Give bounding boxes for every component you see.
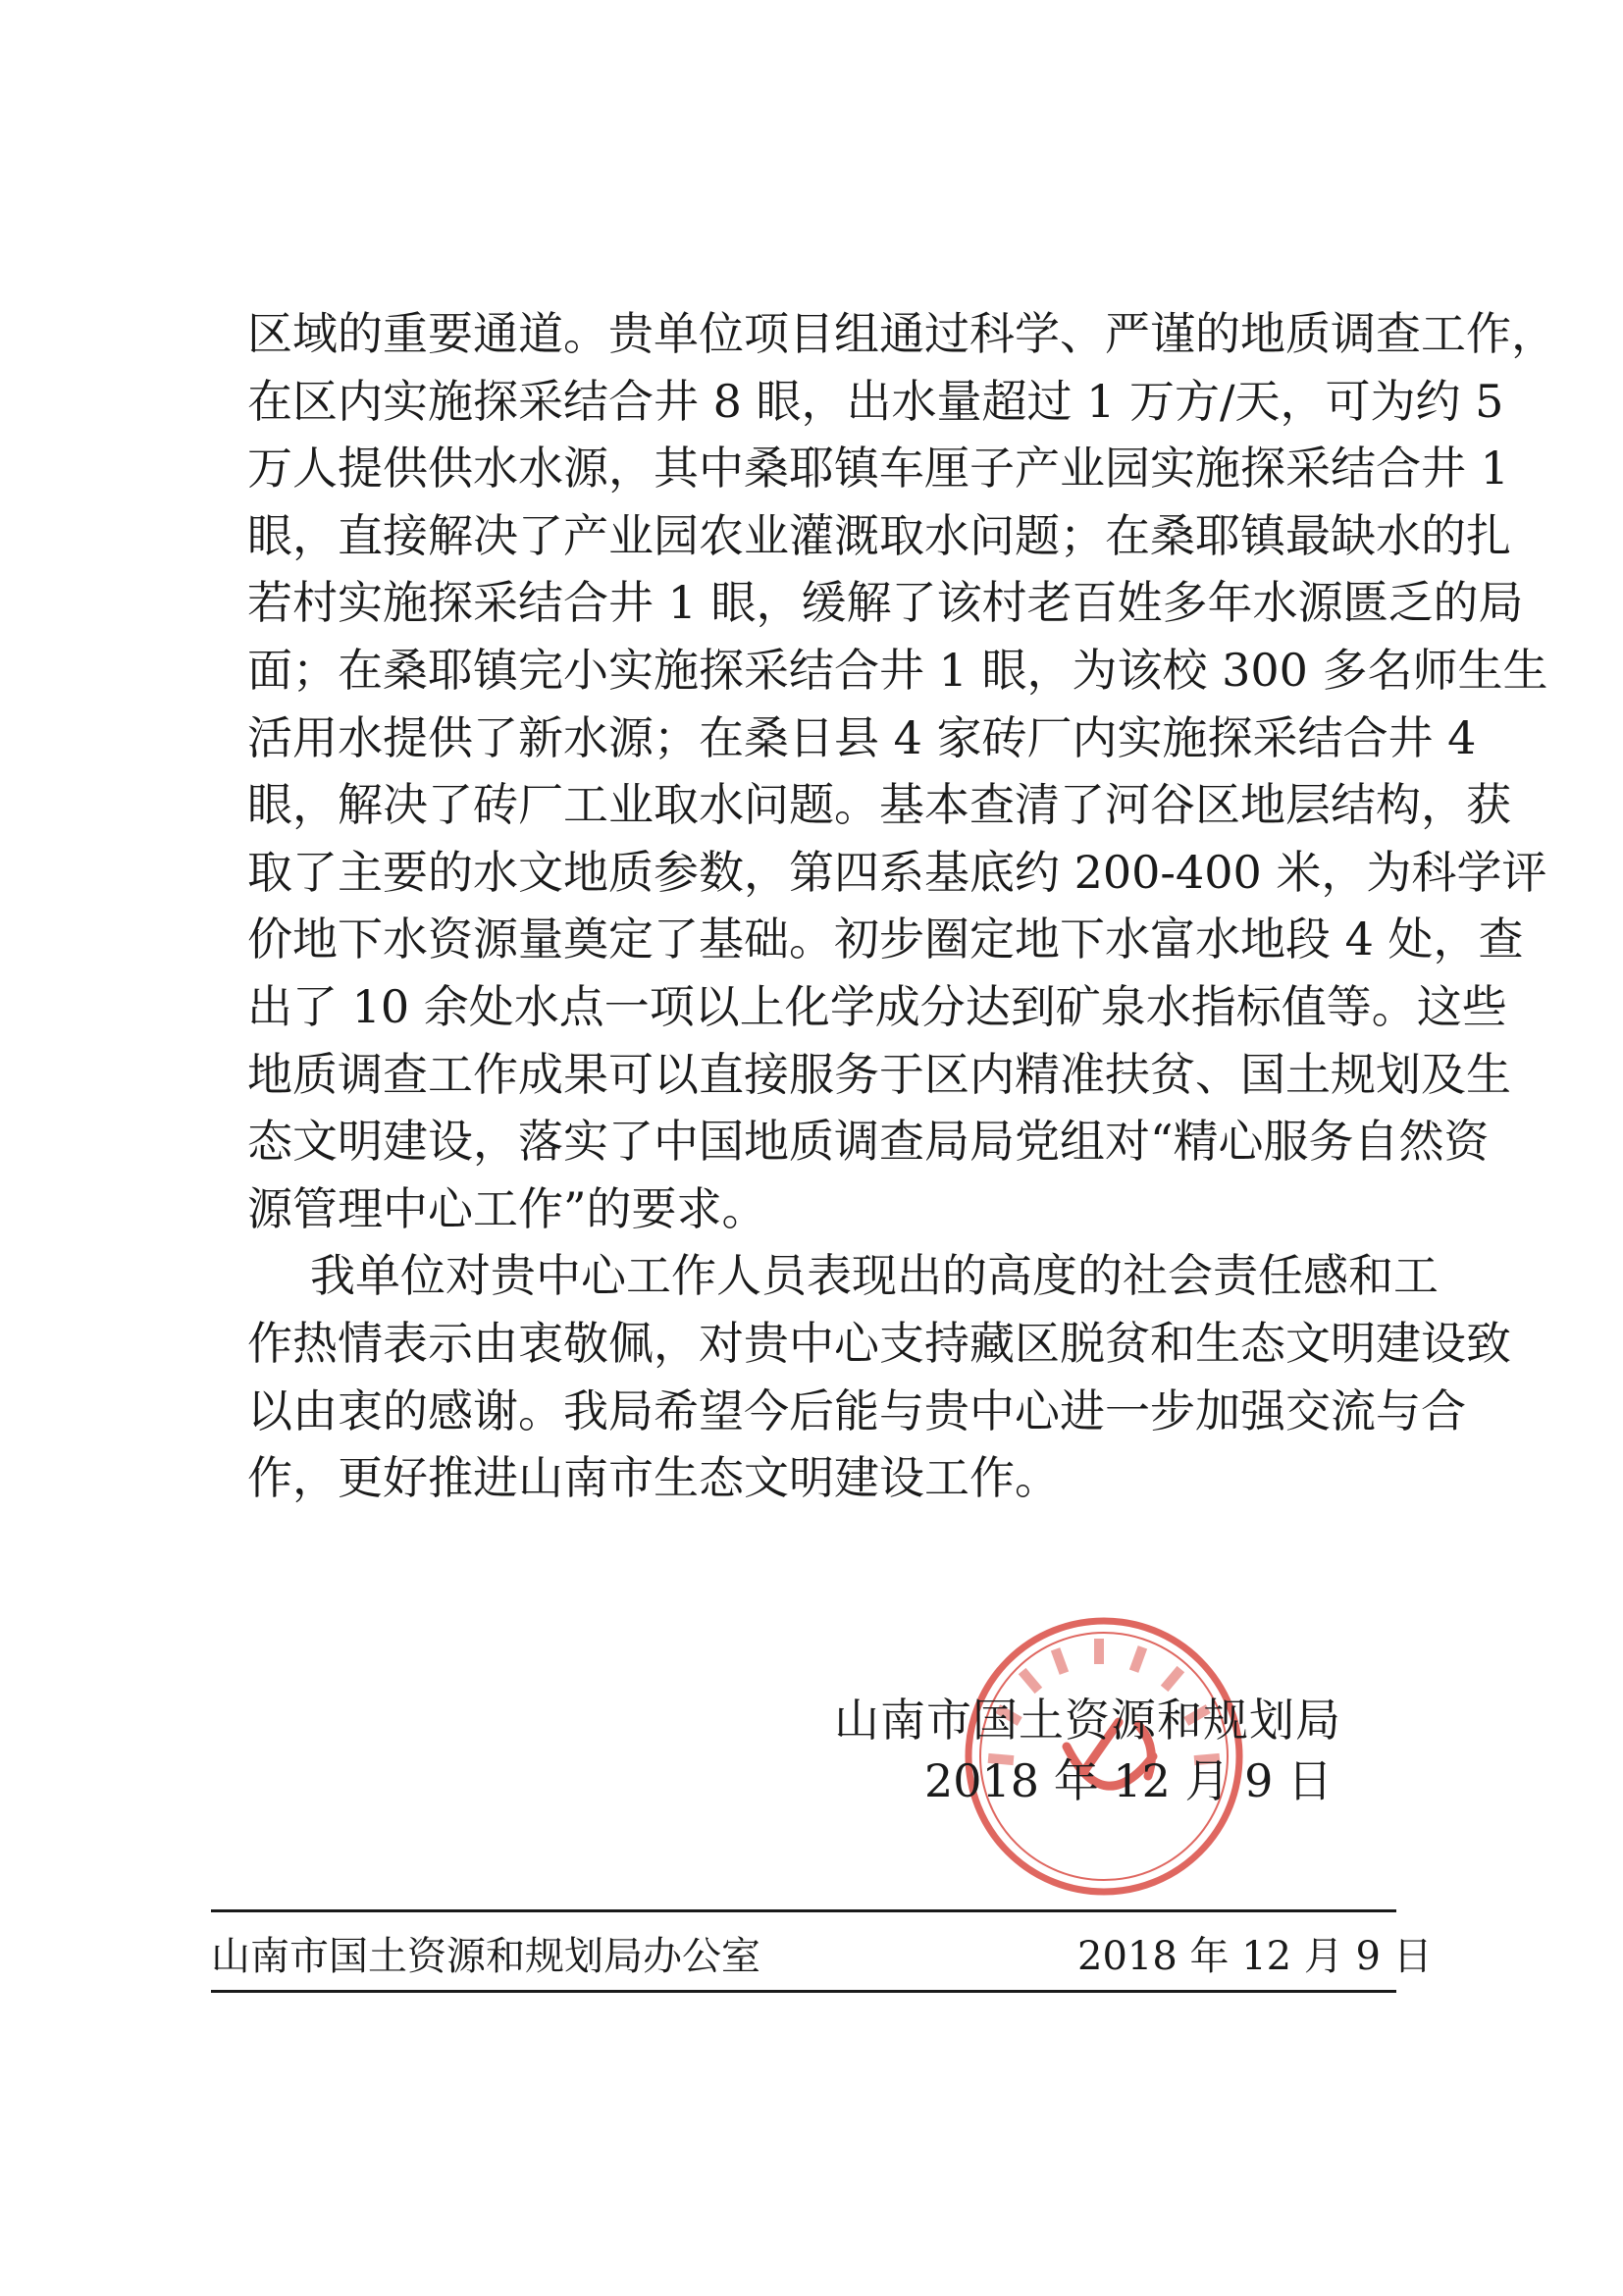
body-line: 价地下水资源量奠定了基础。初步圈定地下水富水地段 4 处，查 — [247, 913, 1524, 966]
footer-rule-top — [211, 1909, 1396, 1912]
body-line: 万人提供供水水源，其中桑耶镇车厘子产业园实施探采结合井 1 — [247, 442, 1509, 496]
body-line: 出了 10 余处水点一项以上化学成分达到矿泉水指标值等。这些 — [247, 979, 1507, 1033]
body-line: 活用水提供了新水源；在桑日县 4 家砖厂内实施探采结合井 4 — [247, 710, 1477, 764]
signature-block — [834, 1690, 1344, 1811]
footer-date: 2018 年 12 月 9 日 — [1077, 1934, 1433, 1979]
body-line: 地质调查工作成果可以直接服务于区内精准扶贫、国土规划及生 — [247, 1047, 1511, 1101]
body-line: 眼，直接解决了产业园农业灌溉取水问题；在桑耶镇最缺水的扎 — [247, 508, 1511, 562]
body-line: 我单位对贵中心工作人员表现出的高度的社会责任感和工 — [310, 1249, 1439, 1303]
body-line: 取了主要的水文地质参数，第四系基底约 200-400 米，为科学评 — [247, 845, 1547, 899]
body-line: 作，更好推进山南市生态文明建设工作。 — [247, 1451, 1060, 1505]
signing-date: 2018 年 12 月 9 日 — [924, 1754, 1333, 1807]
letter-body — [247, 300, 1556, 1512]
body-line: 若村实施探采结合井 1 眼，缓解了该村老百姓多年水源匮乏的局 — [247, 576, 1524, 630]
body-line: 区域的重要通道。贵单位项目组通过科学、严谨的地质调查工作， — [247, 307, 1556, 360]
body-line: 面；在桑耶镇完小实施探采结合井 1 眼，为该校 300 多名师生生 — [247, 643, 1548, 697]
body-line: 源管理中心工作”的要求。 — [247, 1181, 767, 1235]
signing-organization: 山南市国土资源和规划局 — [834, 1694, 1341, 1747]
footer-rule-bottom — [211, 1990, 1396, 1993]
footer-office: 山南市国土资源和规划局办公室 — [211, 1934, 760, 1979]
body-line: 以由衷的感谢。我局希望今后能与贵中心进一步加强交流与合 — [247, 1383, 1466, 1437]
body-line: 作热情表示由衷敬佩，对贵中心支持藏区脱贫和生态文明建设致 — [247, 1316, 1511, 1370]
body-line: 态文明建设，落实了中国地质调查局局党组对“精心服务自然资 — [247, 1115, 1490, 1169]
body-line: 在区内实施探采结合井 8 眼，出水量超过 1 万方/天，可为约 5 — [247, 374, 1504, 428]
body-line: 眼，解决了砖厂工业取水问题。基本查清了河谷区地层结构，获 — [247, 778, 1511, 832]
